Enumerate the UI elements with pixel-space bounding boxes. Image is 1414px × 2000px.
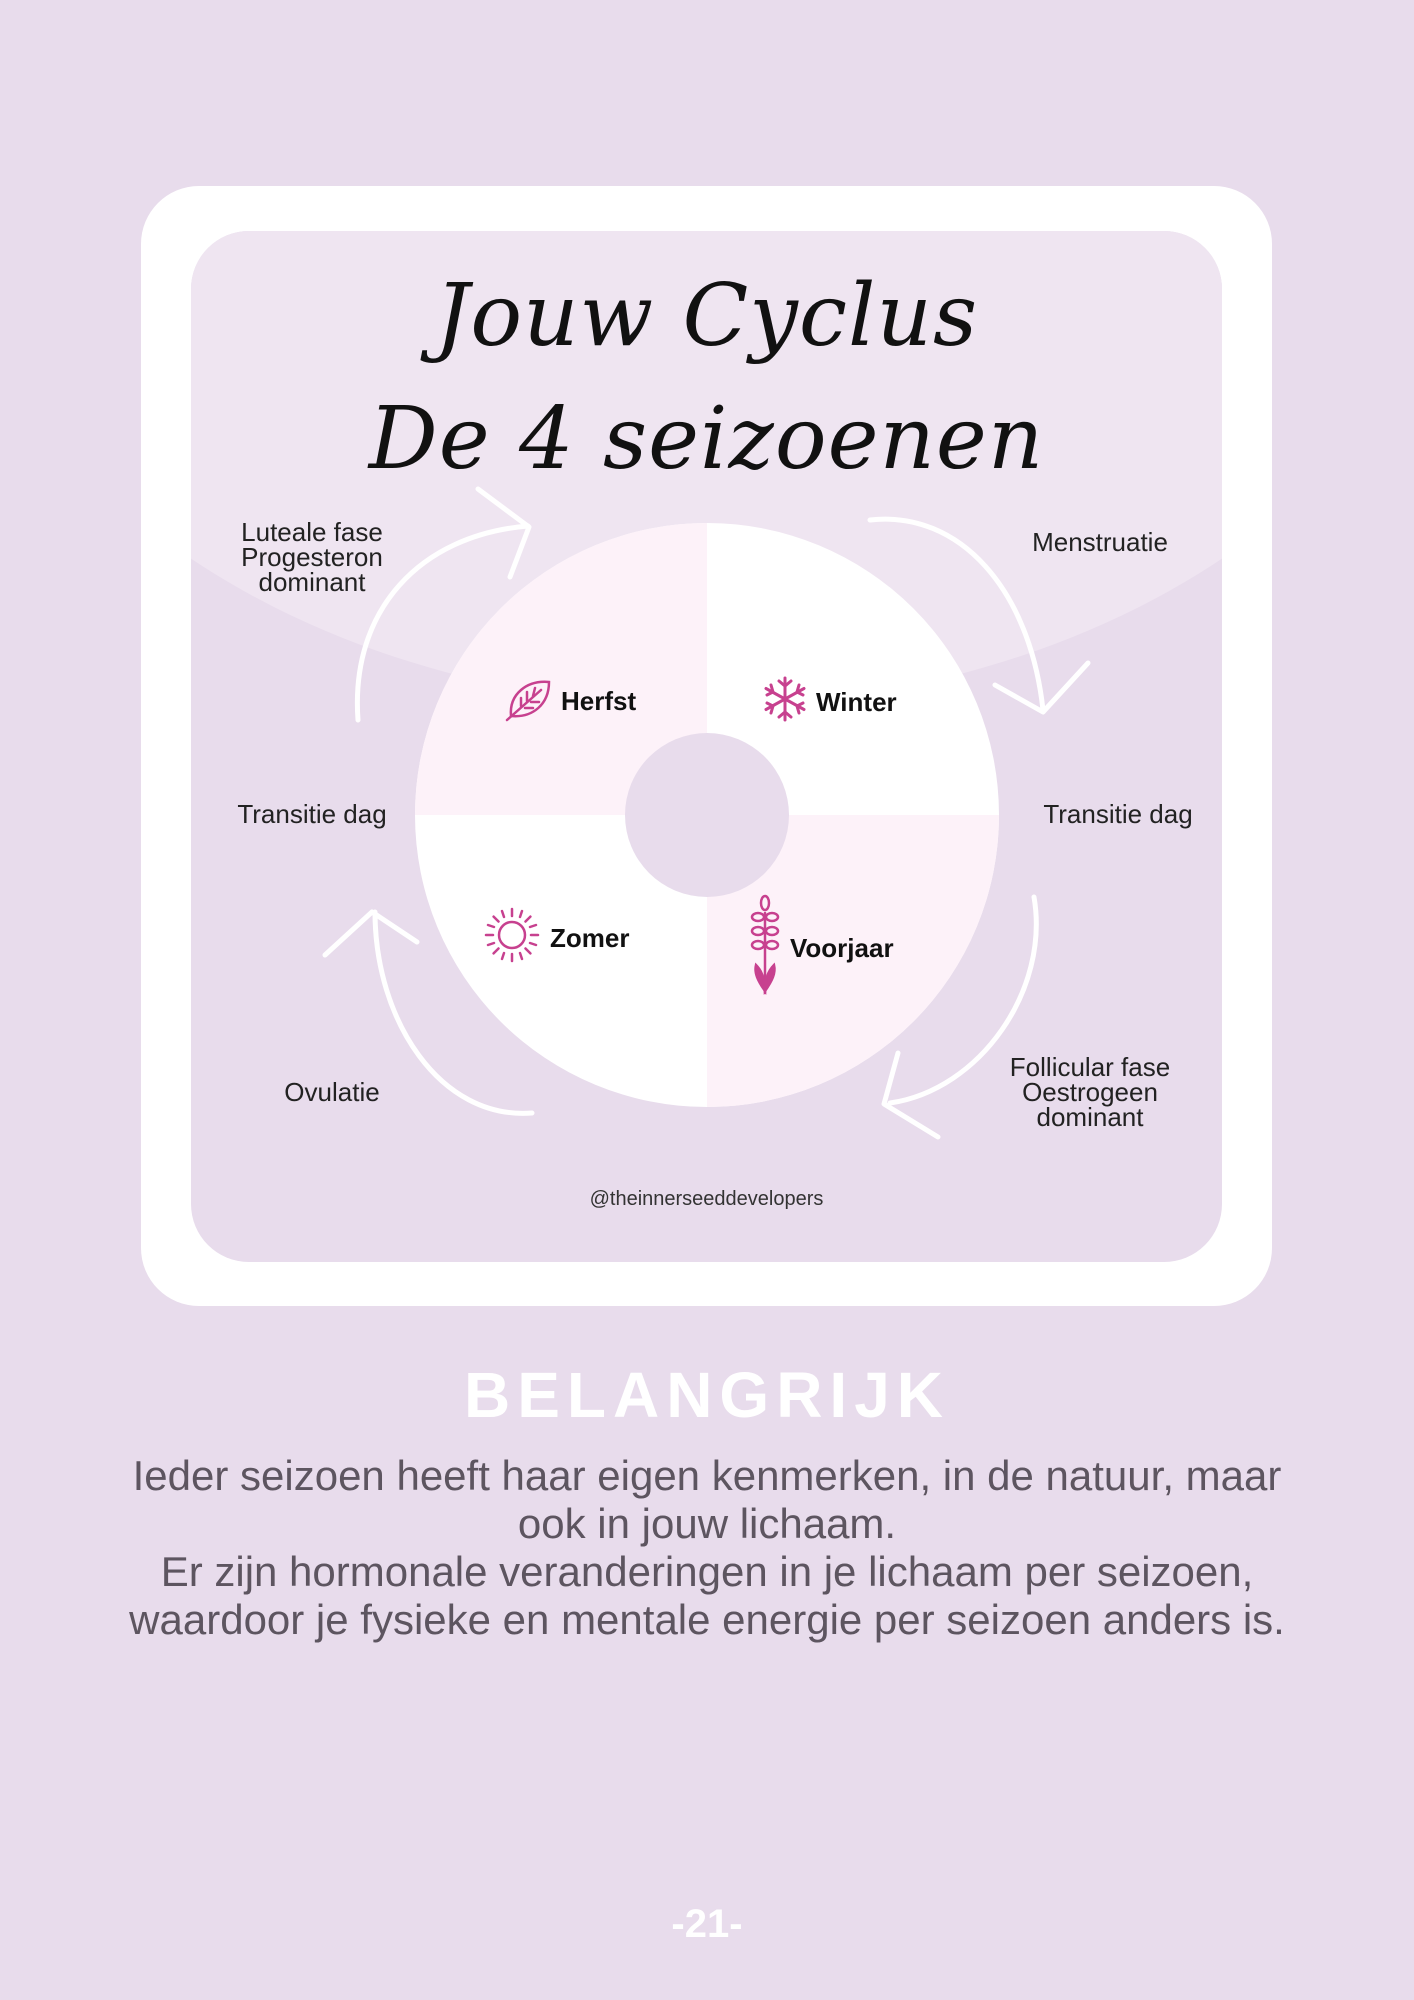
label-luteal-line1: Luteale fase — [241, 517, 383, 547]
label-follicular-phase — [990, 1052, 1190, 1132]
body-paragraph-2: Er zijn hormonale veranderingen in je lichaam per seizoen, waardoor je fysieke en mentale energie per seizoen anders is. — [129, 1548, 1285, 1643]
label-transitie-left: Transitie dag — [237, 799, 387, 829]
diagram-title-line1: Jouw Cyclus — [434, 266, 979, 366]
label-luteal-line3: dominant — [258, 567, 366, 597]
label-transitie-right: Transitie dag — [1043, 799, 1193, 829]
diagram-title-line2: De 4 seizoenen — [368, 389, 1045, 489]
credit-handle: @theinnerseeddevelopers — [589, 1188, 824, 1210]
season-zomer — [482, 905, 629, 972]
page-number: -21- — [671, 1902, 743, 1946]
body-paragraph-1: Ieder seizoen heeft haar eigen kenmerken, in de natuur, maar ook in jouw lichaam. — [132, 1452, 1282, 1547]
season-label-herfst: Herfst — [561, 686, 637, 716]
label-ovulatie: Ovulatie — [284, 1077, 380, 1107]
season-herfst — [505, 674, 636, 729]
label-follicular-line3: dominant — [1036, 1102, 1144, 1132]
season-wheel — [415, 523, 999, 1107]
section-heading: BELANGRIJK — [463, 1359, 951, 1431]
label-follicular-line1: Follicular fase — [1009, 1052, 1171, 1082]
season-label-zomer: Zomer — [550, 923, 630, 953]
label-luteal-line2: Progesteron — [241, 542, 383, 572]
label-luteal-phase — [212, 517, 412, 597]
snowflake-icon — [762, 676, 808, 729]
wheel-center-hole — [625, 733, 789, 897]
leaf-icon — [505, 674, 553, 729]
arrow-bottom-left-head — [325, 912, 417, 955]
section-body — [120, 1452, 1294, 1644]
label-menstruatie: Menstruatie — [1032, 527, 1168, 557]
season-label-voorjaar: Voorjaar — [790, 933, 894, 963]
label-follicular-line2: Oestrogeen — [1022, 1077, 1158, 1107]
sun-icon — [482, 905, 542, 972]
lavender-icon — [748, 893, 782, 1004]
season-label-winter: Winter — [816, 687, 897, 717]
season-voorjaar — [748, 893, 894, 1004]
season-winter — [762, 676, 897, 729]
